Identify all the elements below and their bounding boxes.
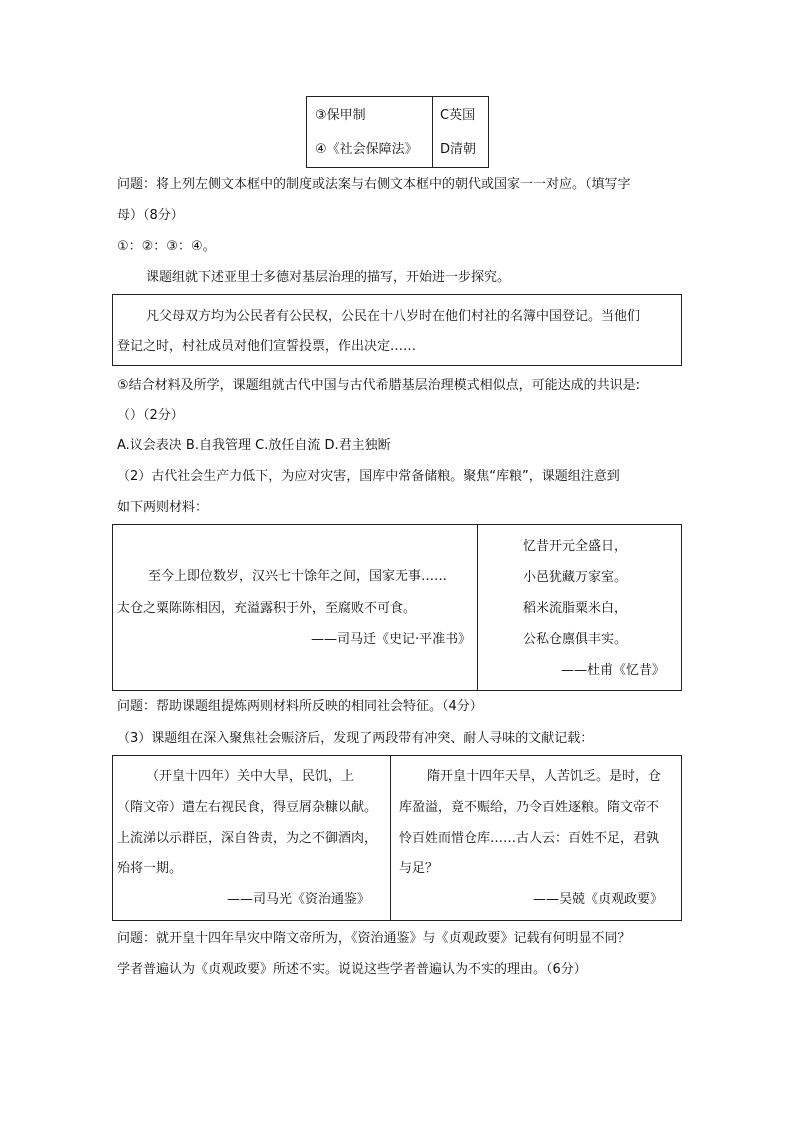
zhenguan-line1: 隋开皇十四年天旱，人苦饥乏。是时，仓 (427, 769, 662, 784)
part2-intro-line1: （2）古代社会生产力低下，为应对灾害，国库中常备储粮。聚焦“库粮”，课题组注意到 (117, 469, 620, 484)
question-match-answer: ①：②：③：④。 (117, 239, 216, 254)
match-table-divider (432, 97, 433, 167)
records-box-3-divider (390, 756, 391, 920)
zhenguan-line3: 怜百姓而惜仓库……古人云：百姓不足，君孰 (399, 831, 660, 846)
zhenguan-line2: 库盈溢，竟不赈给，乃令百姓逐粮。隋文帝不 (399, 800, 660, 815)
match-right-item-d: D清朝 (440, 142, 477, 157)
poem-line3: 稻米流脂粟米白， (523, 601, 628, 616)
poem-line2: 小邑犹藏万家室。 (523, 570, 628, 585)
zhenguan-source: ——吴兢《贞观政要》 (533, 892, 664, 907)
records-box-3 (112, 755, 682, 921)
poem-line4: 公私仓廪俱丰实。 (523, 632, 628, 647)
materials-box-2-divider (477, 525, 478, 690)
shiji-source: ——司马迁《史记·平准书》 (311, 632, 472, 647)
question-match-line1: 问题：将上列左侧文本框中的制度或法案与右侧文本框中的朝代或国家一一对应。（填写字 (117, 177, 631, 192)
question-5-line1: ⑤结合材料及所学，课题组就古代中国与古代希腊基层治理模式相似点，可能达成的共识是: (117, 378, 641, 393)
aristotle-quote-line1: 凡父母双方均为公民者有公民权，公民在十八岁时在他们村社的名簿中国登记。当他们 (146, 309, 641, 324)
aristotle-intro: 课题组就下述亚里士多德对基层治理的描写，开始进一步探究。 (146, 270, 511, 285)
zhenguan-line4: 与足？ (399, 861, 439, 876)
question-part3-line2: 学者普遍认为《贞观政要》所述不实。说说这些学者普遍认为不实的理由。（6分） (117, 962, 587, 977)
shiji-quote-line2: 太仓之粟陈陈相因，充溢露积于外，至腐败不可食。 (117, 601, 417, 616)
aristotle-quote-box (112, 294, 682, 366)
part2-intro-line2: 如下两则材料： (117, 500, 209, 515)
poem-line1: 忆昔开元全盛日， (523, 539, 628, 554)
question-5-line2: （）（2分） (117, 408, 184, 423)
zizhi-line1: （开皇十四年）关中大旱，民饥，上 (146, 769, 355, 784)
question-5-options: A.议会表决 B.自我管理 C.放任自流 D.君主独断 (117, 438, 391, 453)
shiji-quote-line1: 至今上即位数岁，汉兴七十馀年之间，国家无事…… (148, 569, 448, 584)
match-table (306, 96, 489, 168)
aristotle-quote-line2: 登记之时，村社成员对他们宣誓投票，作出决定…… (117, 339, 417, 354)
match-left-item-4: ④《社会保障法》 (315, 142, 418, 157)
match-left-item-3: ③保甲制 (315, 108, 366, 123)
zizhi-line4: 殆将一期。 (117, 861, 183, 876)
match-right-item-c: C英国 (440, 108, 476, 123)
zizhi-line2: （隋文帝）遣左右视民食，得豆屑杂糠以献。 (117, 800, 378, 815)
poem-source: ——杜甫《忆昔》 (561, 663, 666, 678)
materials-box-2 (112, 524, 682, 691)
question-part2: 问题：帮助课题组提炼两则材料所反映的相同社会特征。（4分） (117, 699, 483, 714)
zizhi-line3: 上流涕以示群臣，深自咎责，为之不御酒肉， (117, 831, 378, 846)
question-match-line2: 母）（8分） (117, 208, 184, 223)
part3-intro: （3）课题组在深入聚焦社会赈济后，发现了两段带有冲突、耐人寻味的文献记载： (117, 731, 594, 746)
question-part3-line1: 问题：就开皇十四年旱灾中隋文帝所为，《资治通鉴》与《贞观政要》记载有何明显不同？ (117, 931, 631, 946)
zizhi-source: ——司马光《资治通鉴》 (227, 892, 371, 907)
